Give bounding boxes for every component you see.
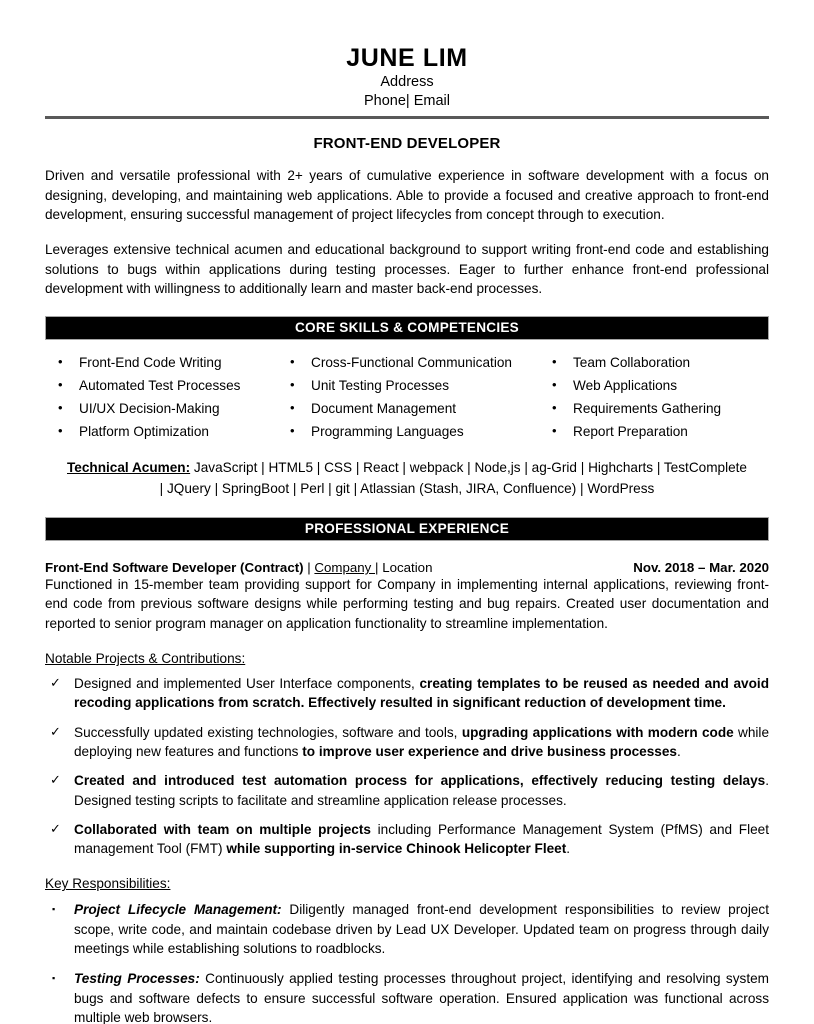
title-separator: | xyxy=(303,560,315,576)
bullet-text-bold: Created and introduced test automation process for applications, effectively reducing testing delays xyxy=(74,773,766,789)
list-item xyxy=(290,398,552,419)
bullet-text-bold: upgrading applications with modern code xyxy=(461,724,734,740)
skill-label: Platform Optimization xyxy=(79,424,209,440)
bullet-dot-icon: • xyxy=(552,400,557,416)
bullet-text-regular: . xyxy=(676,743,681,759)
list-item xyxy=(552,375,769,396)
list-item xyxy=(290,421,552,442)
responsibility-text: Diligently managed front-end development responsibilities to review project scope, write code, and maintain codebase driven by Lead UX Developer. Updated team on progress through daily meetings while establishing solutions to roadblocks. xyxy=(74,902,769,956)
bullet-text-bold: creating templates to be reused as needed and avoid recoding applications from scratch. Effectively resulted in significant reduction of development time. xyxy=(74,676,769,711)
skill-label: Unit Testing Processes xyxy=(311,378,450,394)
list-item xyxy=(290,352,552,373)
skill-label: Programming Languages xyxy=(311,424,464,440)
list-item xyxy=(45,820,769,859)
list-item xyxy=(58,375,290,396)
resume-header xyxy=(45,0,769,113)
job-location: Location xyxy=(382,560,433,576)
list-item xyxy=(58,398,290,419)
experience-entry-header xyxy=(45,560,769,575)
list-item xyxy=(58,352,290,373)
list-item xyxy=(58,421,290,442)
list-item xyxy=(45,723,769,762)
check-icon: ✓ xyxy=(50,772,61,788)
company-separator: | xyxy=(375,560,383,576)
skill-label: Web Applications xyxy=(573,378,678,394)
page-title: FRONT-END DEVELOPER xyxy=(313,135,501,153)
square-bullet-icon: ▪ xyxy=(52,973,56,984)
bullet-text-regular: including Performance Management System (PfMS) and Fleet management Tool (FMT) xyxy=(74,821,770,857)
skill-label: Report Preparation xyxy=(573,424,688,440)
core-skills-columns xyxy=(45,352,769,444)
section-header-professional-experience: PROFESSIONAL EXPERIENCE xyxy=(45,517,769,541)
responsibility-text: Continuously applied testing processes throughout project, identifying and resolving system bugs and software defects to ensure successful software operation. Ensured application was functional across multiple web browsers. xyxy=(74,971,769,1024)
bullet-text-regular: Successfully updated existing technologies, software and tools, xyxy=(74,724,462,740)
bullet-dot-icon: • xyxy=(552,377,557,393)
skill-label: UI/UX Decision-Making xyxy=(79,401,220,417)
list-item xyxy=(552,421,769,442)
bullet-dot-icon: • xyxy=(58,377,63,393)
header-divider-rule xyxy=(45,116,769,119)
bullet-text-bold: Collaborated with team on multiple projects xyxy=(74,821,371,837)
list-item xyxy=(552,398,769,419)
skill-label: Requirements Gathering xyxy=(573,401,722,417)
summary-paragraph-1: Driven and versatile professional with 2+ years of cumulative experience in software development with a focus on designing, developing, and maintaining web applications. Able to provide a focused and creative approach to front-end development, ensuring successful management of project lifecycles from concept through to execution. xyxy=(45,168,769,222)
technical-acumen-value: JavaScript | HTML5 | CSS | React | webpack | Node,js | ag-Grid | Highcharts | TestComplete | JQuery | SpringBoot | Perl | git | Atlassian (Stash, JIRA, Confluence) | WordPress xyxy=(159,460,747,496)
notable-projects-label: Notable Projects & Contributions: xyxy=(45,651,246,667)
experience-description: Functioned in 15-member team providing support for Company in implementing internal applications, reviewing front-end code from previous software designs while performing testing and bug repairs. Created user documentation and reported to senior program manager on application functionality to streamline implementation. xyxy=(45,577,769,631)
summary-paragraph-2: Leverages extensive technical acumen and educational background to support writing front-end code and establishing solutions to bugs within applications during testing processes. Eager to further enhance front-end professional development with willingness to additionally learn and master back-end processes. xyxy=(45,242,769,296)
key-responsibilities-list xyxy=(45,900,769,1024)
list-item xyxy=(290,375,552,396)
bullet-dot-icon: • xyxy=(58,354,63,370)
check-icon: ✓ xyxy=(50,675,61,691)
skills-column-2 xyxy=(290,352,552,444)
list-item xyxy=(552,352,769,373)
bullet-dot-icon: • xyxy=(290,423,295,439)
square-bullet-icon: ▪ xyxy=(52,904,56,915)
skill-label: Document Management xyxy=(311,401,457,417)
key-responsibilities-label: Key Responsibilities: xyxy=(45,876,171,892)
candidate-address: Address xyxy=(380,73,434,90)
bullet-text-regular: . xyxy=(566,841,571,857)
bullet-dot-icon: • xyxy=(58,400,63,416)
skills-column-3 xyxy=(552,352,769,444)
responsibility-lead-in: Project Lifecycle Management: xyxy=(74,902,282,918)
candidate-contact: Phone| Email xyxy=(364,93,450,110)
skill-label: Cross-Functional Communication xyxy=(311,355,512,371)
check-icon: ✓ xyxy=(50,723,61,739)
section-header-core-skills: CORE SKILLS & COMPETENCIES xyxy=(45,316,769,340)
bullet-text-bold: to improve user experience and drive business processes xyxy=(302,743,677,759)
company-name: Company xyxy=(314,560,376,576)
paragraph-spacer xyxy=(45,224,769,240)
bullet-dot-icon: • xyxy=(290,400,295,416)
technical-acumen-label: Technical Acumen: xyxy=(67,460,191,476)
list-item xyxy=(45,674,769,713)
skills-column-1 xyxy=(45,352,290,444)
bullet-dot-icon: • xyxy=(58,423,63,439)
bullet-dot-icon: • xyxy=(290,377,295,393)
technical-acumen xyxy=(45,458,769,499)
experience-title-line xyxy=(45,560,432,575)
list-item xyxy=(45,969,769,1024)
candidate-name: JUNE LIM xyxy=(346,44,468,72)
professional-summary xyxy=(45,166,769,298)
skill-label: Front-End Code Writing xyxy=(79,355,222,371)
bullet-text-regular: . Designed testing scripts to facilitate and streamline application release processes. xyxy=(74,773,769,808)
check-icon: ✓ xyxy=(50,820,61,836)
list-item xyxy=(45,771,769,810)
bullet-dot-icon: • xyxy=(552,423,557,439)
skill-label: Team Collaboration xyxy=(573,355,691,371)
bullet-dot-icon: • xyxy=(290,354,295,370)
bullet-dot-icon: • xyxy=(552,354,557,370)
responsibility-lead-in: Testing Processes: xyxy=(74,971,200,987)
employment-dates: Nov. 2018 – Mar. 2020 xyxy=(633,560,769,576)
bullet-text-bold: while supporting in-service Chinook Helicopter Fleet xyxy=(226,841,567,857)
list-item xyxy=(45,900,769,958)
notable-projects-list xyxy=(45,674,769,858)
bullet-text-regular: Designed and implemented User Interface components, xyxy=(74,676,420,692)
skill-label: Automated Test Processes xyxy=(79,378,241,394)
job-title: Front-End Software Developer (Contract) xyxy=(45,560,304,576)
bullet-text-regular: while deploying new features and functions xyxy=(74,724,770,759)
